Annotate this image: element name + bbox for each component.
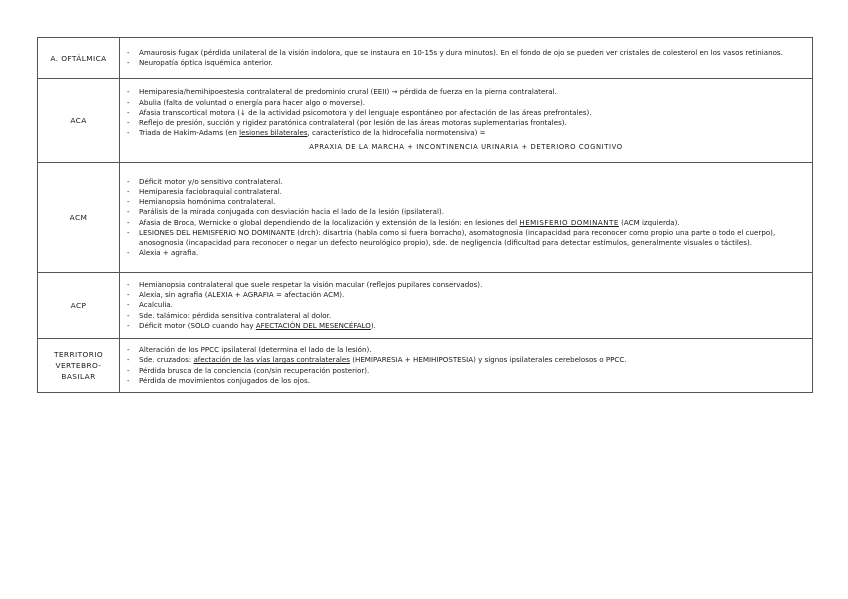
list-item: - Alexia, sin agrafia (ALEXIA + AGRAFIA = afectación ACM). bbox=[126, 290, 806, 300]
list-item: - Reflejo de presión, succión y rigidez paratónica contralateral (por lesión de las áreas motoras suplementarias frontales). bbox=[126, 118, 806, 128]
list-item: - Hemiparesia/hemihipoestesia contralateral de predominio crural (EEII) → pérdida de fuerza en la pierna contralateral. bbox=[126, 87, 806, 97]
list-item-afasia bbox=[126, 218, 806, 228]
bullet-list bbox=[126, 345, 806, 386]
row-content-oftalmica bbox=[120, 38, 813, 79]
underlined-text: afectación de las vías largas contralaterales bbox=[193, 355, 350, 365]
list-item: - Pérdida brusca de la conciencia (con/sin recuperación posterior). bbox=[126, 366, 806, 376]
vascular-syndromes-table bbox=[37, 37, 813, 393]
underlined-text: HEMISFERIO DOMINANTE bbox=[519, 217, 619, 227]
text: (HEMIPARESIA + HEMIHIPOSTESIA) y signos ipsilaterales cerebelosos o PPCC. bbox=[349, 355, 627, 365]
row-label-oftalmica: A. OFTÁLMICA bbox=[38, 38, 120, 79]
list-item: - Hemianopsia homónima contralateral. bbox=[126, 197, 806, 207]
bullet-list bbox=[126, 87, 806, 138]
row-content-acp bbox=[120, 273, 813, 339]
text: Sde. cruzados: bbox=[139, 355, 194, 365]
row-content-acm bbox=[120, 163, 813, 273]
table-row bbox=[38, 163, 813, 273]
list-item: - Neuropatía óptica isquémica anterior. bbox=[126, 58, 806, 68]
list-item-hakim bbox=[126, 128, 806, 138]
text: Afasia de Broca, Wernicke o global dependiendo de la localización y extensión de la lesión: en lesiones del bbox=[139, 217, 520, 227]
text: , característico de la hidrocefalia normotensiva) = bbox=[307, 128, 486, 138]
table-row bbox=[38, 38, 813, 79]
row-label-aca: ACA bbox=[38, 79, 120, 163]
bullet-list bbox=[126, 177, 806, 259]
list-item-deficit bbox=[126, 321, 806, 331]
table-row bbox=[38, 273, 813, 339]
row-content-aca bbox=[120, 79, 813, 163]
list-item-lesiones: - LESIONES DEL HEMISFERIO NO DOMINANTE (drch): disartria (habla como si fuera borracho), asomatognosia (incapacidad para reconocer como propio una parte o todo el cuerpo), anosognosia (incapacidad para reconocer o negar un defecto neurológico propio), sde. de negligencia (dificultad para detectar estímulos, generalmente visuales o táctiles). bbox=[126, 228, 806, 248]
row-label-acm: ACM bbox=[38, 163, 120, 273]
list-item: - Alexia + agrafia. bbox=[126, 248, 806, 258]
list-item: - Afasia transcortical motora (↓ de la actividad psicomotora y del lenguaje espontáneo por afectación de las áreas prefrontales). bbox=[126, 108, 806, 118]
table-row bbox=[38, 79, 813, 163]
row-label-acp: ACP bbox=[38, 273, 120, 339]
row-label-vertebro-basilar: TERRITORIO VERTEBRO-BASILAR bbox=[38, 339, 120, 393]
table-row bbox=[38, 339, 813, 393]
list-item: - Déficit motor y/o sensitivo contralateral. bbox=[126, 177, 806, 187]
text: Déficit motor (SOLO cuando hay bbox=[139, 320, 256, 330]
text: (ACM izquierda). bbox=[618, 217, 680, 227]
list-item: - Pérdida de movimientos conjugados de los ojos. bbox=[126, 376, 806, 386]
list-item: - Parálisis de la mirada conjugada con desviación hacia el lado de la lesión (ipsilateral). bbox=[126, 207, 806, 217]
list-item: - Acalculia. bbox=[126, 300, 806, 310]
underlined-text: AFECTACIÓN DEL MESENCÉFALO bbox=[255, 320, 371, 330]
list-item: - Hemiparesia faciobraquial contralateral. bbox=[126, 187, 806, 197]
list-item-cruzados bbox=[126, 355, 806, 365]
bullet-list bbox=[126, 280, 806, 331]
hakim-triad: APRAXIA DE LA MARCHA + INCONTINENCIA URINARIA + DETERIORO COGNITIVO bbox=[309, 143, 623, 152]
list-item: - Hemianopsia contralateral que suele respetar la visión macular (reflejos pupilares conservados). bbox=[126, 280, 806, 290]
bullet-list bbox=[126, 48, 806, 68]
text: ). bbox=[370, 320, 376, 330]
underlined-text: lesiones bilaterales bbox=[239, 128, 308, 138]
list-item: - Alteración de los PPCC ipsilateral (determina el lado de la lesión). bbox=[126, 345, 806, 355]
list-item: - Abulia (falta de voluntad o energía para hacer algo o moverse). bbox=[126, 98, 806, 108]
row-content-vertebro-basilar bbox=[120, 339, 813, 393]
list-item: - Sde. talámico: pérdida sensitiva contralateral al dolor. bbox=[126, 311, 806, 321]
text: Triada de Hakim-Adams (en bbox=[139, 128, 240, 138]
list-item: - Amaurosis fugax (pérdida unilateral de la visión indolora, que se instaura en 10-15s y dura minutos). En el fondo de ojo se pueden ver cristales de colesterol en los vasos retinianos. bbox=[126, 48, 806, 58]
